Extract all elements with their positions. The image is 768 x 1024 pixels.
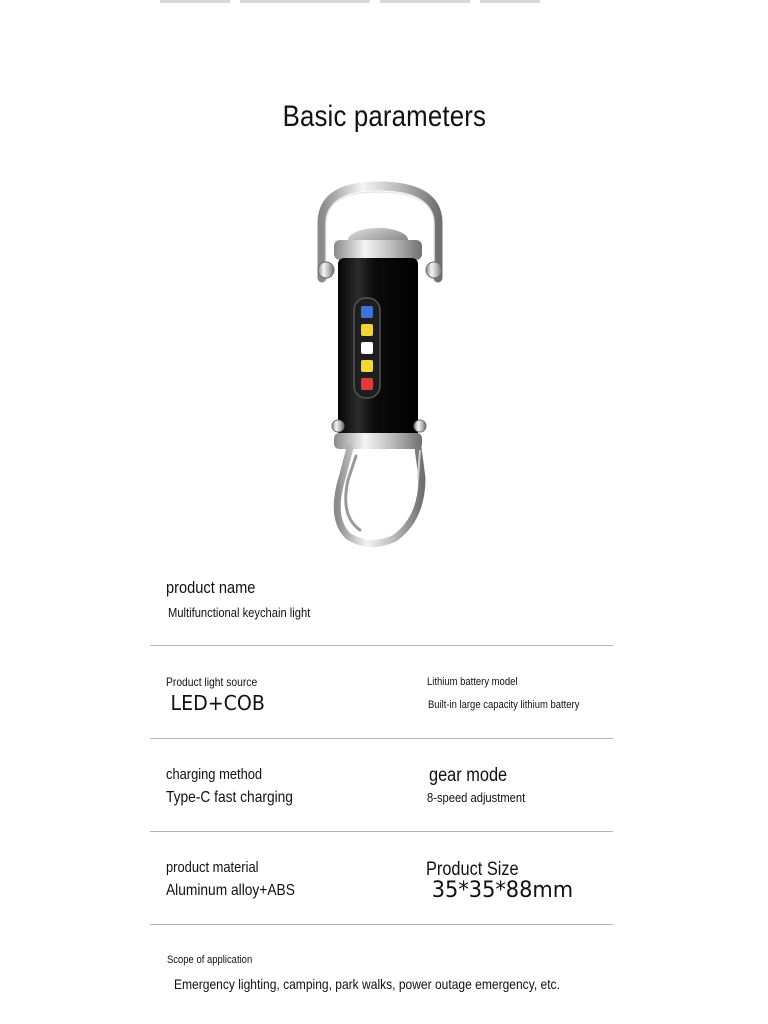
light-source-value: LED+COB <box>170 691 265 715</box>
charging-value: Type-C fast charging <box>166 789 293 806</box>
battery-value: Built-in large capacity lithium battery <box>428 699 580 711</box>
product-name-value: Multifunctional keychain light <box>168 605 311 620</box>
size-label: Product Size <box>426 859 519 880</box>
page-title: Basic parameters <box>282 100 486 133</box>
scope-value: Emergency lighting, camping, park walks, power outage emergency, etc. <box>174 976 560 992</box>
led-dot <box>361 378 373 390</box>
divider <box>150 738 613 739</box>
material-value: Aluminum alloy+ABS <box>166 882 295 899</box>
divider <box>150 924 613 925</box>
product-name-label: product name <box>166 578 256 597</box>
material-label: product material <box>166 859 259 876</box>
led-dot <box>361 324 373 336</box>
divider <box>150 645 613 646</box>
gear-label: gear mode <box>429 765 508 786</box>
led-dot <box>361 360 373 372</box>
charging-label: charging method <box>166 766 263 783</box>
scope-label: Scope of application <box>167 954 253 966</box>
led-dot <box>361 306 373 318</box>
top-faded-strip <box>160 0 530 6</box>
light-source-label: Product light source <box>166 675 258 689</box>
keychain-light-image <box>300 178 460 550</box>
divider <box>150 831 613 832</box>
led-dot <box>361 342 373 354</box>
battery-label: Lithium battery model <box>427 676 518 688</box>
size-value: 35*35*88mm <box>431 878 574 903</box>
carabiner-clip <box>337 448 422 544</box>
gear-value: 8-speed adjustment <box>427 790 526 805</box>
